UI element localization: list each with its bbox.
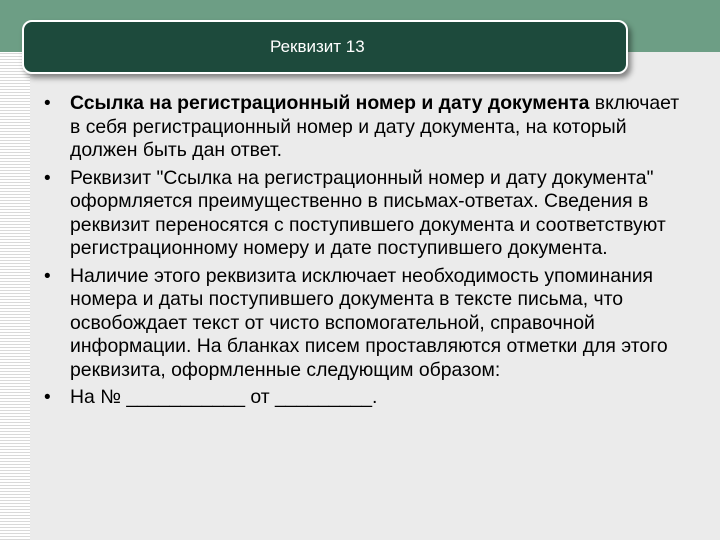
title-bar [22, 20, 628, 74]
bullet-icon: • [44, 265, 51, 287]
bullet-icon: • [44, 387, 51, 408]
bullet-text: На № ___________ от _________. [70, 386, 378, 408]
bullet-bold-text: Ссылка на регистрационный номер и дату документа [70, 92, 590, 114]
bullet-item-3 [44, 265, 684, 383]
bullet-item-4 [44, 386, 684, 410]
bullet-item-1 [44, 92, 684, 163]
bullet-item-2 [44, 167, 684, 261]
bullet-text: включает в себя регистрационный номер и дату документа, на который должен быть дан ответ. [70, 92, 680, 161]
bullet-text: Реквизит "Ссылка на регистрационный номер и дату документа" оформляется преимущественно в письмах-ответах. Сведения в реквизит переносятся с поступившего документа и соответствуют регистрационному номеру и дате поступившего документа. [70, 166, 666, 259]
bullet-list [44, 92, 684, 414]
slide-title: Реквизит 13 [270, 37, 365, 56]
bullet-text: Наличие этого реквизита исключает необходимость упоминания номера и даты поступившего документа в тексте письма, что освобождает текст от чисто вспомогательной, справочной информации. На бланках писем проставляются отметки для этого реквизита, оформленные следующим образом: [70, 264, 668, 381]
bullet-icon: • [44, 167, 51, 189]
bullet-icon: • [44, 93, 51, 114]
